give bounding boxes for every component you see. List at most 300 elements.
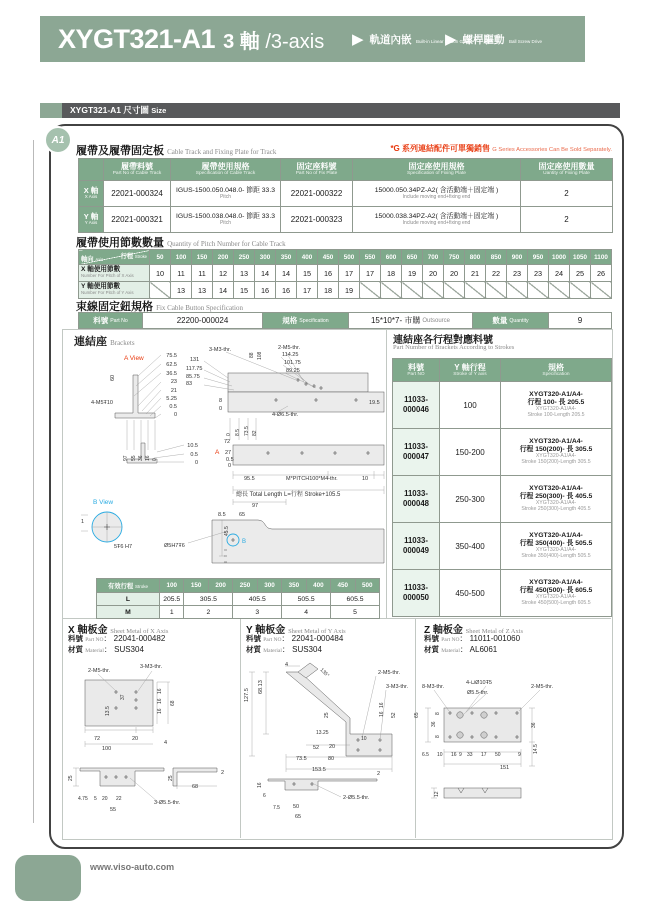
pitch-value bbox=[549, 282, 570, 299]
dim-label: 0 bbox=[152, 458, 158, 461]
dim-label: 65 bbox=[295, 814, 302, 820]
arrow-icon: ▶ bbox=[352, 31, 364, 48]
dim-label: 0 bbox=[226, 433, 232, 436]
axis-label: Y 軸 Y Axis bbox=[79, 207, 104, 233]
dim-label: 153.5 bbox=[312, 767, 326, 773]
pitch-value: 16 bbox=[318, 265, 339, 282]
bp-part-no: 11033- 000046 bbox=[393, 382, 440, 429]
dim-label: 3-M3-thr. bbox=[386, 684, 409, 690]
bp-stroke: 250-300 bbox=[440, 476, 501, 523]
dim-label: 117.75 bbox=[186, 366, 203, 372]
dim-label: 6 bbox=[263, 793, 266, 799]
col-header: 履帶料號 Part No of Cable Track bbox=[104, 159, 171, 181]
dim-label: 17 bbox=[481, 752, 487, 758]
fix-part-no: 22021-000322 bbox=[281, 181, 353, 207]
dim-label: 73.5 bbox=[244, 426, 250, 436]
dim-label: 22 bbox=[116, 796, 122, 802]
es-value: 5 bbox=[331, 606, 380, 619]
feature-guide-en: Built-in Linear Motion Guide bbox=[416, 39, 472, 44]
es-value: 305.5 bbox=[184, 593, 233, 606]
fix-qty: 2 bbox=[521, 181, 613, 207]
pitch-value bbox=[507, 282, 528, 299]
pitch-value: 22 bbox=[486, 265, 507, 282]
bracket-parts-title: 連結座各行程對應料號 bbox=[393, 335, 493, 346]
metal-z-part: 料號 Part NO： 11011-001060 bbox=[424, 634, 521, 643]
dim-label: 4-M5Ŧ10 bbox=[90, 400, 113, 406]
pitch-value bbox=[423, 282, 444, 299]
dim-label: 10 bbox=[361, 736, 367, 742]
dim-label: 10.5 bbox=[187, 443, 198, 449]
bp-header-row bbox=[393, 359, 612, 382]
dim-label: 3-M3-thr. bbox=[140, 664, 163, 670]
dim-label: 68.13 bbox=[258, 680, 264, 694]
dim-label: 3-Ø5.5-thr. bbox=[154, 800, 181, 806]
dim-label: 20 bbox=[132, 736, 139, 742]
pitch-value bbox=[150, 282, 171, 299]
dim-label: 65 bbox=[414, 712, 420, 718]
pitch-value bbox=[570, 282, 591, 299]
dim-label: 9 bbox=[459, 752, 462, 758]
feature-screw-cjk: 螺桿驅動 bbox=[462, 34, 505, 46]
arrow-icon: ▶ bbox=[445, 31, 457, 48]
pitch-row-label: X 軸使用節數 Number For Pitch of X Axis bbox=[79, 265, 150, 282]
pitch-value bbox=[528, 282, 549, 299]
cable-track-table bbox=[78, 158, 613, 233]
dim-label: 72 bbox=[224, 439, 231, 445]
dim-label: Ø5H7Ŧ6 bbox=[164, 543, 185, 549]
dim-label: 82 bbox=[252, 430, 258, 436]
dim-label: 4 bbox=[285, 662, 289, 668]
dim-label: 16 bbox=[157, 708, 163, 714]
metal-y-part: 料號 Part NO： 22041-000484 bbox=[246, 634, 344, 643]
es-col-header: 200 bbox=[208, 579, 232, 593]
pitch-title bbox=[76, 234, 286, 250]
pitch-stroke-header: 600 bbox=[381, 250, 402, 265]
divider bbox=[386, 329, 387, 618]
fix-spec: 15000.050.34PZ-A2( 含活動端＋固定端 ) Include moving end+fixing end bbox=[353, 181, 521, 207]
col-header: 固定座使用數量 Uantity of Fixing Plate bbox=[521, 159, 613, 181]
dim-label: 4.75 bbox=[78, 796, 88, 802]
pitch-title-cjk: 履帶使用節數數量 bbox=[76, 237, 164, 249]
pitch-value: 13 bbox=[171, 282, 192, 299]
fix-spec: 15000.038.34PZ-A2( 含活動端＋固定端 ) Include moving end+fixing end bbox=[353, 207, 521, 233]
dim-label: 36.5 bbox=[166, 371, 177, 377]
dim-label: 55 bbox=[131, 455, 137, 461]
dim-label: 19.5 bbox=[369, 400, 380, 406]
dim-label: 14.5 bbox=[533, 744, 539, 754]
pitch-stroke-header: 800 bbox=[465, 250, 486, 265]
dim-label: 16 bbox=[451, 752, 457, 758]
dim-label: 4 bbox=[164, 740, 168, 746]
dim-label: 36 bbox=[531, 722, 537, 728]
pitch-value: 21 bbox=[465, 265, 486, 282]
dim-label: 16 bbox=[145, 455, 151, 461]
pitch-value: 14 bbox=[255, 265, 276, 282]
es-row-m bbox=[97, 606, 380, 619]
bp-stroke: 450-500 bbox=[440, 570, 501, 617]
axis-cjk: 3 軸 bbox=[223, 30, 260, 53]
metal-x-material: 材質 Material： SUS304 bbox=[68, 645, 144, 654]
dim-label: 12 bbox=[434, 791, 440, 797]
col-header: 履帶使用規格 Specification of Cable Track bbox=[171, 159, 281, 181]
metal-z-drawing bbox=[420, 664, 608, 836]
dim-label: 4-⊔Ø10Ŧ5 bbox=[466, 680, 492, 686]
g-series-note bbox=[300, 143, 612, 154]
dim-label: 100 bbox=[102, 746, 112, 752]
pitch-value: 19 bbox=[339, 282, 360, 299]
metal-z-material: 材質 Material： AL6061 bbox=[424, 645, 498, 654]
dim-label: 3-M3-thr. bbox=[209, 347, 232, 353]
size-bar-en: Size bbox=[151, 106, 167, 115]
website-url: www.viso-auto.com bbox=[90, 862, 175, 872]
pitch-stroke-header: 300 bbox=[255, 250, 276, 265]
metal-y-title: Y 軸板金 Sheet Metal of Y Axis bbox=[246, 625, 346, 636]
size-section-bar bbox=[40, 103, 620, 118]
es-col-header: 250 bbox=[233, 579, 257, 593]
dim-label: 5Ŧ6 H7 bbox=[114, 544, 133, 550]
dim-label: 33 bbox=[467, 752, 473, 758]
pitch-value: 11 bbox=[171, 265, 192, 282]
g-series-note-cjk: *G 系列連結配件可單獨銷售 bbox=[390, 144, 490, 153]
es-corner: 有效行程 Stroke bbox=[97, 579, 160, 593]
dim-label: B View bbox=[93, 499, 114, 506]
track-spec: IGUS-1500.050.048.0- 節距 33.3 Pitch bbox=[171, 181, 281, 207]
pitch-stroke-header: 500 bbox=[339, 250, 360, 265]
cable-track-title bbox=[76, 142, 276, 158]
metal-z-title: Z 軸板金 Sheet Metal of Z Axis bbox=[424, 625, 524, 636]
bp-row bbox=[393, 429, 612, 476]
pitch-stroke-header: 200 bbox=[213, 250, 234, 265]
bp-spec: XYGT320-A1/A4- 行程 100- 長 205.5 XYGT320-A1/A4- Stroke 100-Length 205.5 bbox=[501, 382, 612, 429]
pitch-value: 23 bbox=[528, 265, 549, 282]
dim-label: M*PITCH100*M4-thr. bbox=[286, 476, 338, 482]
pitch-table bbox=[78, 249, 612, 299]
pitch-value: 12 bbox=[213, 265, 234, 282]
fix-button-spec: 15*10*7- 市購 Outsource bbox=[349, 313, 473, 328]
metal-x-part: 料號 Part NO： 22041-000482 bbox=[68, 634, 166, 643]
bp-col-header: 規格 Specification bbox=[501, 359, 612, 382]
dim-label: 68 bbox=[192, 784, 199, 790]
dim-label: 88 bbox=[249, 352, 255, 358]
bp-spec: XYGT320-A1/A4- 行程 450(500)- 長 605.5 XYGT320-A1/A4- Stroke 450(500)-Length 605.5 bbox=[501, 570, 612, 617]
effective-stroke-table bbox=[96, 578, 380, 619]
pitch-value: 14 bbox=[213, 282, 234, 299]
es-row-l bbox=[97, 593, 380, 606]
pitch-stroke-header: 650 bbox=[402, 250, 423, 265]
dim-label: 7.5 bbox=[273, 805, 280, 811]
pitch-stroke-header: 100 bbox=[171, 250, 192, 265]
pitch-value bbox=[486, 282, 507, 299]
bp-col-header: 料號 Part NO bbox=[393, 359, 440, 382]
metal-y-drawing bbox=[240, 660, 424, 838]
dim-label: 68 bbox=[170, 700, 176, 706]
pitch-stroke-header: 450 bbox=[318, 250, 339, 265]
dim-label: 4-Ø6.5-thr. bbox=[272, 412, 299, 418]
dim-label: 5.25 bbox=[166, 396, 177, 402]
pitch-value: 17 bbox=[339, 265, 360, 282]
bp-spec: XYGT320-A1/A4- 行程 250(300)- 長 405.5 XYGT320-A1/A4- Stroke 250(300)-Length 405.5 bbox=[501, 476, 612, 523]
bracket-parts-title-en: Part Number of Brackets According to Strokes bbox=[393, 344, 515, 351]
dim-label: 25 bbox=[68, 775, 74, 781]
dim-label: 131 bbox=[190, 357, 200, 363]
dim-label: 2-M5-thr. bbox=[378, 670, 401, 676]
es-value: 2 bbox=[184, 606, 233, 619]
pitch-value: 17 bbox=[297, 282, 318, 299]
a1-badge: A1 bbox=[44, 126, 72, 154]
pitch-value bbox=[465, 282, 486, 299]
dim-label: 8 bbox=[435, 712, 441, 715]
metal-y-material: 材質 Material： SUS304 bbox=[246, 645, 322, 654]
dim-label: 89.25 bbox=[286, 368, 300, 374]
es-value: 4 bbox=[282, 606, 331, 619]
g-series-note-en: G Series Accessories Can Be Sold Separately. bbox=[492, 147, 612, 153]
dim-label: 0 bbox=[173, 412, 177, 418]
bp-stroke: 150-200 bbox=[440, 429, 501, 476]
bracket-technical-drawing bbox=[76, 344, 386, 576]
bp-part-no: 11033- 000050 bbox=[393, 570, 440, 617]
dim-label: 27 bbox=[225, 450, 232, 456]
table-row-y-axis bbox=[79, 207, 613, 233]
dim-label: 8.5 bbox=[235, 429, 241, 436]
brackets-title-en: Brackets bbox=[110, 339, 135, 347]
dim-label: 73.5 bbox=[296, 756, 307, 762]
dim-label: 2-M5-thr. bbox=[531, 684, 554, 690]
dim-label: 75.5 bbox=[166, 353, 177, 359]
dim-label: 0 bbox=[194, 460, 198, 466]
dim-label: Ø5.5-thr. bbox=[467, 690, 489, 696]
dim-label: 52 bbox=[391, 712, 397, 718]
qty-label: 數量 Quantity bbox=[473, 313, 549, 328]
dim-label: 2 bbox=[377, 771, 381, 777]
bp-row bbox=[393, 523, 612, 570]
pitch-value: 13 bbox=[192, 282, 213, 299]
dim-label: 10 bbox=[362, 476, 369, 482]
dim-label: 13.25 bbox=[316, 730, 329, 736]
pitch-value: 24 bbox=[549, 265, 570, 282]
pitch-stroke-header: 850 bbox=[486, 250, 507, 265]
dim-label: 36 bbox=[431, 721, 437, 727]
header-band bbox=[40, 16, 585, 62]
dim-label: 8.5 bbox=[218, 512, 226, 518]
pitch-stroke-header: 1050 bbox=[570, 250, 591, 265]
col-header: 固定座料號 Part No of Fix Plate bbox=[281, 159, 353, 181]
pitch-stroke-header: 550 bbox=[360, 250, 381, 265]
dim-label: 97 bbox=[123, 455, 129, 461]
es-col-header: 150 bbox=[184, 579, 208, 593]
feature-screw bbox=[445, 30, 542, 48]
pitch-stroke-header: 150 bbox=[192, 250, 213, 265]
pitch-value bbox=[444, 282, 465, 299]
es-value: 605.5 bbox=[331, 593, 380, 606]
axis-subtitle bbox=[223, 25, 324, 54]
pitch-header-row bbox=[79, 250, 612, 265]
dim-label: 36 bbox=[138, 455, 144, 461]
dim-label: 55 bbox=[110, 807, 117, 813]
dim-label: 23 bbox=[170, 379, 177, 385]
pitch-value: 17 bbox=[360, 265, 381, 282]
pitch-row-label: Y 軸使用節數 Number For Pitch of Y Axis bbox=[79, 282, 150, 299]
spec-label: 規格 Specification bbox=[263, 313, 349, 328]
fix-button-part-no: 22200-000024 bbox=[143, 313, 263, 328]
metal-x-drawing bbox=[64, 664, 228, 836]
pitch-value bbox=[402, 282, 423, 299]
pitch-stroke-header: 250 bbox=[234, 250, 255, 265]
dim-label: 62.5 bbox=[166, 362, 177, 368]
bp-part-no: 11033- 000049 bbox=[393, 523, 440, 570]
dim-label: 25 bbox=[324, 712, 330, 718]
dim-label: 0.5 bbox=[190, 452, 198, 458]
pitch-stroke-header: 50 bbox=[150, 250, 171, 265]
pitch-value: 18 bbox=[318, 282, 339, 299]
dim-label: 65 bbox=[239, 512, 246, 518]
dim-label: 83 bbox=[186, 381, 193, 387]
pitch-value: 14 bbox=[276, 265, 297, 282]
pitch-stroke-header: 700 bbox=[423, 250, 444, 265]
pitch-value: 11 bbox=[192, 265, 213, 282]
es-col-header: 300 bbox=[257, 579, 281, 593]
es-row-label: L bbox=[97, 593, 160, 606]
dim-label: 16 bbox=[257, 782, 263, 788]
pitch-value: 13 bbox=[234, 265, 255, 282]
bp-stroke: 350-400 bbox=[440, 523, 501, 570]
es-col-header: 500 bbox=[355, 579, 380, 593]
dim-label: 108 bbox=[257, 351, 263, 360]
pitch-stroke-header: 750 bbox=[444, 250, 465, 265]
pitch-value: 16 bbox=[255, 282, 276, 299]
dim-label: 16 bbox=[379, 711, 385, 717]
bp-row bbox=[393, 382, 612, 429]
pitch-value: 26 bbox=[591, 265, 612, 282]
pitch-value bbox=[381, 282, 402, 299]
es-value: 1 bbox=[160, 606, 184, 619]
cable-track-title-en: Cable Track and Fixing Plate for Track bbox=[167, 148, 277, 156]
es-col-header: 350 bbox=[282, 579, 306, 593]
dim-label: 21 bbox=[170, 388, 177, 394]
es-col-header: 100 bbox=[160, 579, 184, 593]
dim-label: 52 bbox=[313, 745, 320, 751]
dim-label: 135° bbox=[318, 667, 331, 679]
dim-label: 10 bbox=[437, 752, 443, 758]
feature-guide-cjk: 軌道內嵌 bbox=[369, 34, 412, 46]
bp-stroke: 100 bbox=[440, 382, 501, 429]
fix-qty: 2 bbox=[521, 207, 613, 233]
dim-label: 114.25 bbox=[282, 352, 299, 358]
dim-label: 45.5 bbox=[224, 526, 230, 536]
part-no: 22021-000324 bbox=[104, 181, 171, 207]
es-value: 505.5 bbox=[282, 593, 331, 606]
dim-label: 1 bbox=[81, 519, 85, 525]
page-title: XYGT321-A1 bbox=[58, 23, 216, 54]
dim-label: 80 bbox=[328, 756, 335, 762]
pitch-stroke-header: 1100 bbox=[591, 250, 612, 265]
dim-label: 151 bbox=[500, 765, 510, 771]
brand-logo bbox=[15, 855, 81, 901]
fix-button-title-cjk: 束線固定鈕規格 bbox=[76, 301, 153, 313]
es-value: 205.5 bbox=[160, 593, 184, 606]
pitch-stroke-header: 950 bbox=[528, 250, 549, 265]
dim-label: 13.5 bbox=[105, 706, 111, 716]
col-header: 固定座使用規格 Specification of Fixing Plate bbox=[353, 159, 521, 181]
pitch-stroke-header: 1000 bbox=[549, 250, 570, 265]
dim-label: 97 bbox=[252, 503, 259, 509]
dim-label: 0.5 bbox=[226, 457, 234, 463]
bp-row bbox=[393, 570, 612, 617]
dim-label: 8 bbox=[218, 398, 222, 404]
axis-label: X 軸 X Axis bbox=[79, 181, 104, 207]
dim-label: 6.5 bbox=[422, 752, 429, 758]
dim-label: 20 bbox=[329, 744, 336, 750]
dim-label: 101.75 bbox=[284, 360, 301, 366]
es-row-label: M bbox=[97, 606, 160, 619]
cable-track-title-cjk: 履帶及履帶固定板 bbox=[76, 145, 164, 157]
page-edge-line bbox=[33, 140, 34, 823]
fix-button-bar bbox=[78, 312, 612, 329]
es-value: 405.5 bbox=[233, 593, 282, 606]
feature-screw-en: Ball Screw Drive bbox=[509, 39, 543, 44]
pitch-value: 15 bbox=[297, 265, 318, 282]
dim-label: 2-Ø5.5-thr. bbox=[343, 795, 370, 801]
dim-label: 0 bbox=[228, 463, 232, 469]
bp-col-header: Y 軸行程 Stroke of Y axis bbox=[440, 359, 501, 382]
axis-en: /3-axis bbox=[265, 30, 325, 53]
pitch-row bbox=[79, 282, 612, 299]
pitch-corner-cell: 行程 Stroke 軸向 Axis bbox=[79, 250, 150, 265]
dim-label: 127.5 bbox=[244, 688, 250, 702]
pitch-value: 20 bbox=[444, 265, 465, 282]
dim-label: 37 bbox=[120, 694, 126, 700]
metal-x-title: X 軸板金 Sheet Metal of X Axis bbox=[68, 625, 169, 636]
pitch-value: 19 bbox=[402, 265, 423, 282]
pitch-value: 10 bbox=[150, 265, 171, 282]
dim-label: A bbox=[215, 449, 220, 456]
dim-label: 85.75 bbox=[186, 374, 200, 380]
dim-label: 8 bbox=[435, 735, 441, 738]
pitch-stroke-header: 400 bbox=[297, 250, 318, 265]
corner-blank bbox=[79, 159, 104, 181]
es-col-header: 400 bbox=[306, 579, 330, 593]
pitch-stroke-header: 900 bbox=[507, 250, 528, 265]
dim-label: 72 bbox=[94, 736, 101, 742]
dim-label: 20 bbox=[102, 796, 108, 802]
brackets-title-cjk: 連結座 bbox=[74, 336, 107, 348]
dim-label: 5 bbox=[94, 796, 97, 802]
part-label: 料號 Part No bbox=[79, 313, 143, 328]
dim-label: B bbox=[242, 539, 247, 545]
dim-label: 16 bbox=[157, 688, 163, 694]
dim-label: 總長 Total Length L=行程 Stroke+105.5 bbox=[236, 492, 341, 498]
dim-label: 2-M5-thr. bbox=[278, 345, 301, 351]
pitch-value: 20 bbox=[423, 265, 444, 282]
dim-label: 60 bbox=[110, 374, 116, 381]
es-header-row bbox=[97, 579, 380, 593]
dim-label: 2 bbox=[221, 770, 225, 776]
pitch-value: 25 bbox=[570, 265, 591, 282]
size-bar-cjk: XYGT321-A1 尺寸圖 bbox=[70, 105, 149, 115]
fix-button-title-en: Fix Cable Button Specification bbox=[156, 304, 243, 312]
part-no: 22021-000321 bbox=[104, 207, 171, 233]
fix-button-qty: 9 bbox=[577, 316, 583, 325]
bp-part-no: 11033- 000048 bbox=[393, 476, 440, 523]
size-bar-label bbox=[70, 103, 166, 118]
bp-row bbox=[393, 476, 612, 523]
dim-label: 50 bbox=[495, 752, 501, 758]
pitch-stroke-header: 350 bbox=[276, 250, 297, 265]
green-chip bbox=[40, 103, 62, 118]
dim-label: 95.5 bbox=[244, 476, 255, 482]
es-value: 3 bbox=[233, 606, 282, 619]
table-row-x-axis bbox=[79, 181, 613, 207]
dim-label: 16 bbox=[379, 702, 385, 708]
